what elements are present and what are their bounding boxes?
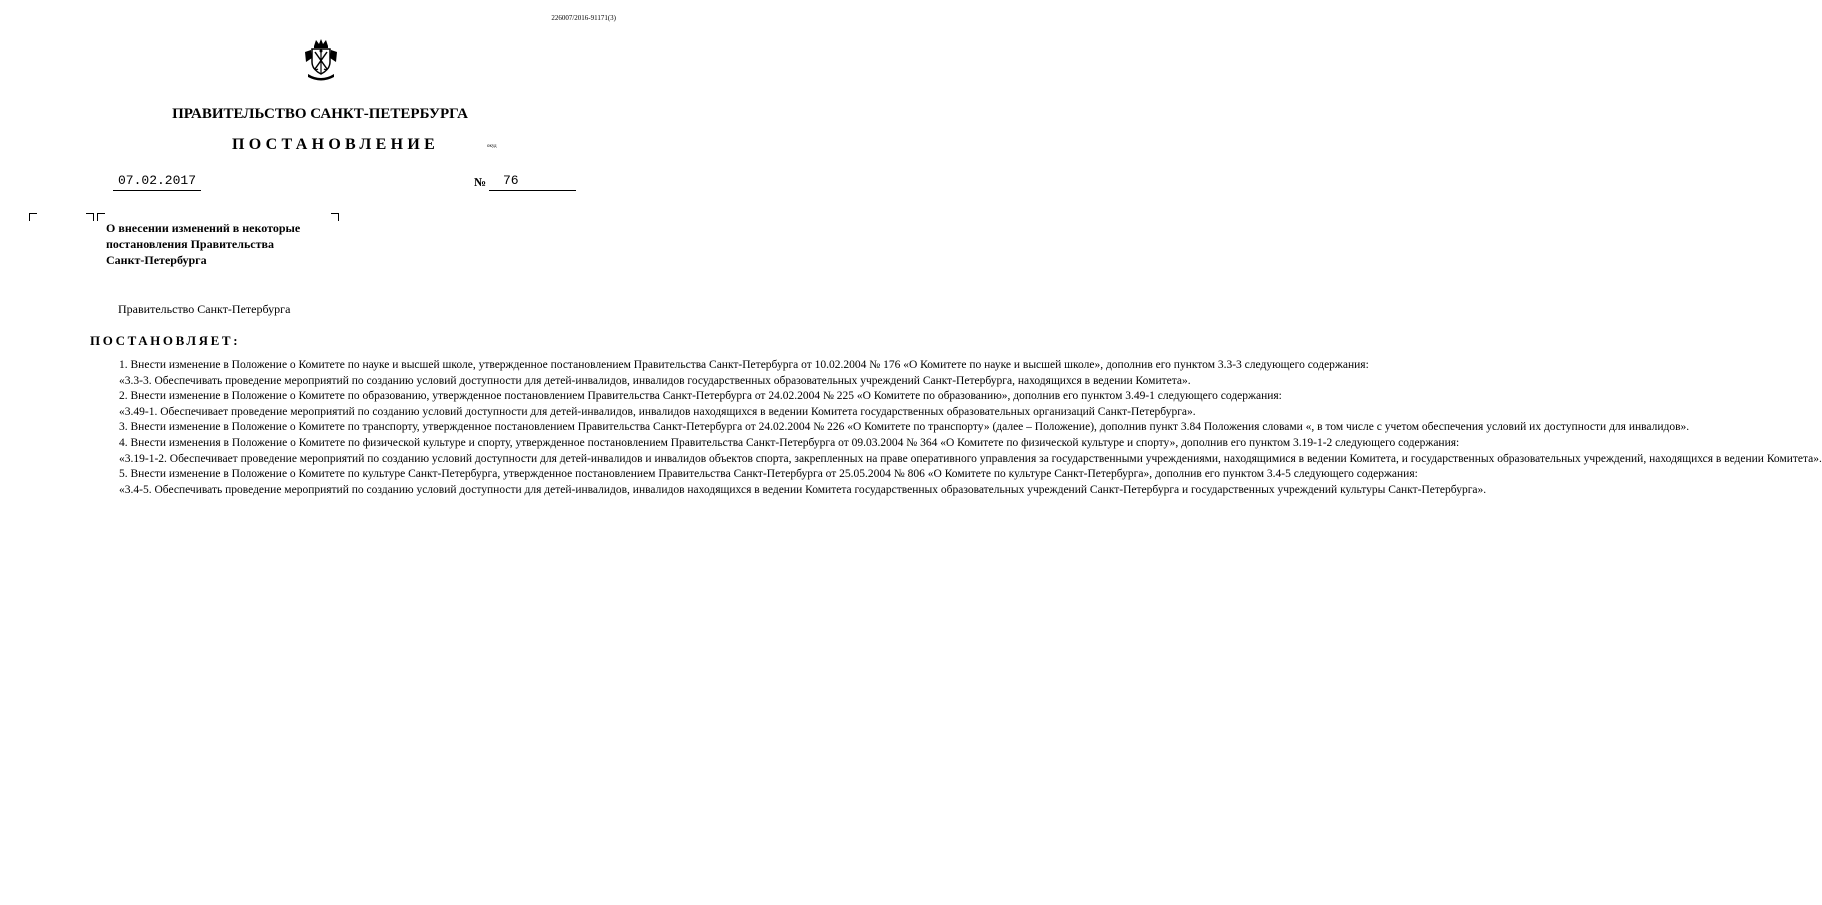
paragraph: «3.49-1. Обеспечивает проведение мероприятий по созданию условий доступности для детей-инвалидов, инвалидов находящихся в ведении Комитета государственных образовательных организаций Санкт-Петербурга». (119, 405, 1196, 418)
paragraph: 3. Внести изменение в Положение о Комитете по транспорту, утвержденное постановлением Правительства Санкт-Петербурга от 24.02.2004 № 226 «О Комитете по транспорту» (далее – Положение), дополнив пункт 3.84 Положения словами «, в том числе с учетом обеспечения условий их доступности для инвалидов». (119, 421, 1690, 434)
corner-mark (29, 213, 37, 221)
paragraph: «3.4-5. Обеспечивать проведение мероприятий по созданию условий доступности для детей-инвалидов, инвалидов находящихся в ведении Комитета государственных образовательных учреждений Санкт-Петербурга и государственных учреждений культуры Санкт-Петербурга». (119, 483, 1487, 496)
resolves-heading: ПОСТАНОВЛЯЕТ: (90, 333, 241, 348)
number-sign: № (474, 175, 487, 189)
corner-mark (86, 213, 94, 221)
decree-subject (106, 220, 300, 268)
subject-line: постановления Правительства (106, 237, 274, 251)
government-title: ПРАВИТЕЛЬСТВО САНКТ-ПЕТЕРБУРГА (172, 106, 468, 122)
decree-number: 76 (503, 173, 519, 188)
decree-body (90, 358, 1822, 498)
corner-mark (97, 213, 105, 221)
date-underline (113, 190, 201, 191)
paragraph: 2. Внести изменение в Положение о Комитете по образованию, утвержденное постановлением Правительства Санкт-Петербурга от 24.02.2004 № 225 «О Комитете по образованию», дополнив его пунктом 3.49-1 следующего содержания: (119, 390, 1282, 403)
document-type: ПОСТАНОВЛЕНИЕ (232, 136, 440, 153)
coat-of-arms-icon (303, 38, 339, 87)
number-underline (489, 190, 576, 191)
paragraph: 4. Внести изменения в Положение о Комитете по физической культуре и спорту, утвержденное постановлением Правительства Санкт-Петербурга от 09.03.2004 № 364 «О Комитете по физической культуре и спорту», дополнив его пунктом 3.19-1-2 следующего содержания: (119, 436, 1460, 449)
subject-line: Санкт-Петербурга (106, 253, 207, 267)
decree-date: 07.02.2017 (118, 173, 197, 188)
corner-mark (331, 213, 339, 221)
issuer: Правительство Санкт-Петербурга (118, 302, 291, 316)
subject-line: О внесении изменений в некоторые (106, 221, 301, 235)
document-number: 226007/2016-91171(3) (551, 14, 616, 22)
paragraph: 5. Внести изменение в Положение о Комитете по культуре Санкт-Петербурга, утвержденное постановлением Правительства Санкт-Петербурга от 25.05.2004 № 806 «О Комитете по культуре Санкт-Петербурга», дополнив его пунктом 3.4-5 следующего содержания: (119, 468, 1418, 481)
okud-label: окуд (487, 144, 497, 149)
paragraph: «3.3-3. Обеспечивать проведение мероприятий по созданию условий доступности для детей-инвалидов, инвалидов государственных образовательных учреждений Санкт-Петербурга, находящихся в ведении Комитета». (119, 374, 1191, 387)
paragraph: «3.19-1-2. Обеспечивает проведение мероприятий по созданию условий доступности для детей-инвалидов и инвалидов объектов спорта, закрепленных на праве оперативного управления за государственными учреждениями, находящимися в ведении Комитета, и государственных образовательных учреждений, находящихся в ведении Комитета». (119, 452, 1822, 465)
paragraph: 1. Внести изменение в Положение о Комитете по науке и высшей школе, утвержденное постановлением Правительства Санкт-Петербурга от 10.02.2004 № 176 «О Комитете по науке и высшей школе», дополнив его пунктом 3.3-3 следующего содержания: (119, 359, 1369, 371)
